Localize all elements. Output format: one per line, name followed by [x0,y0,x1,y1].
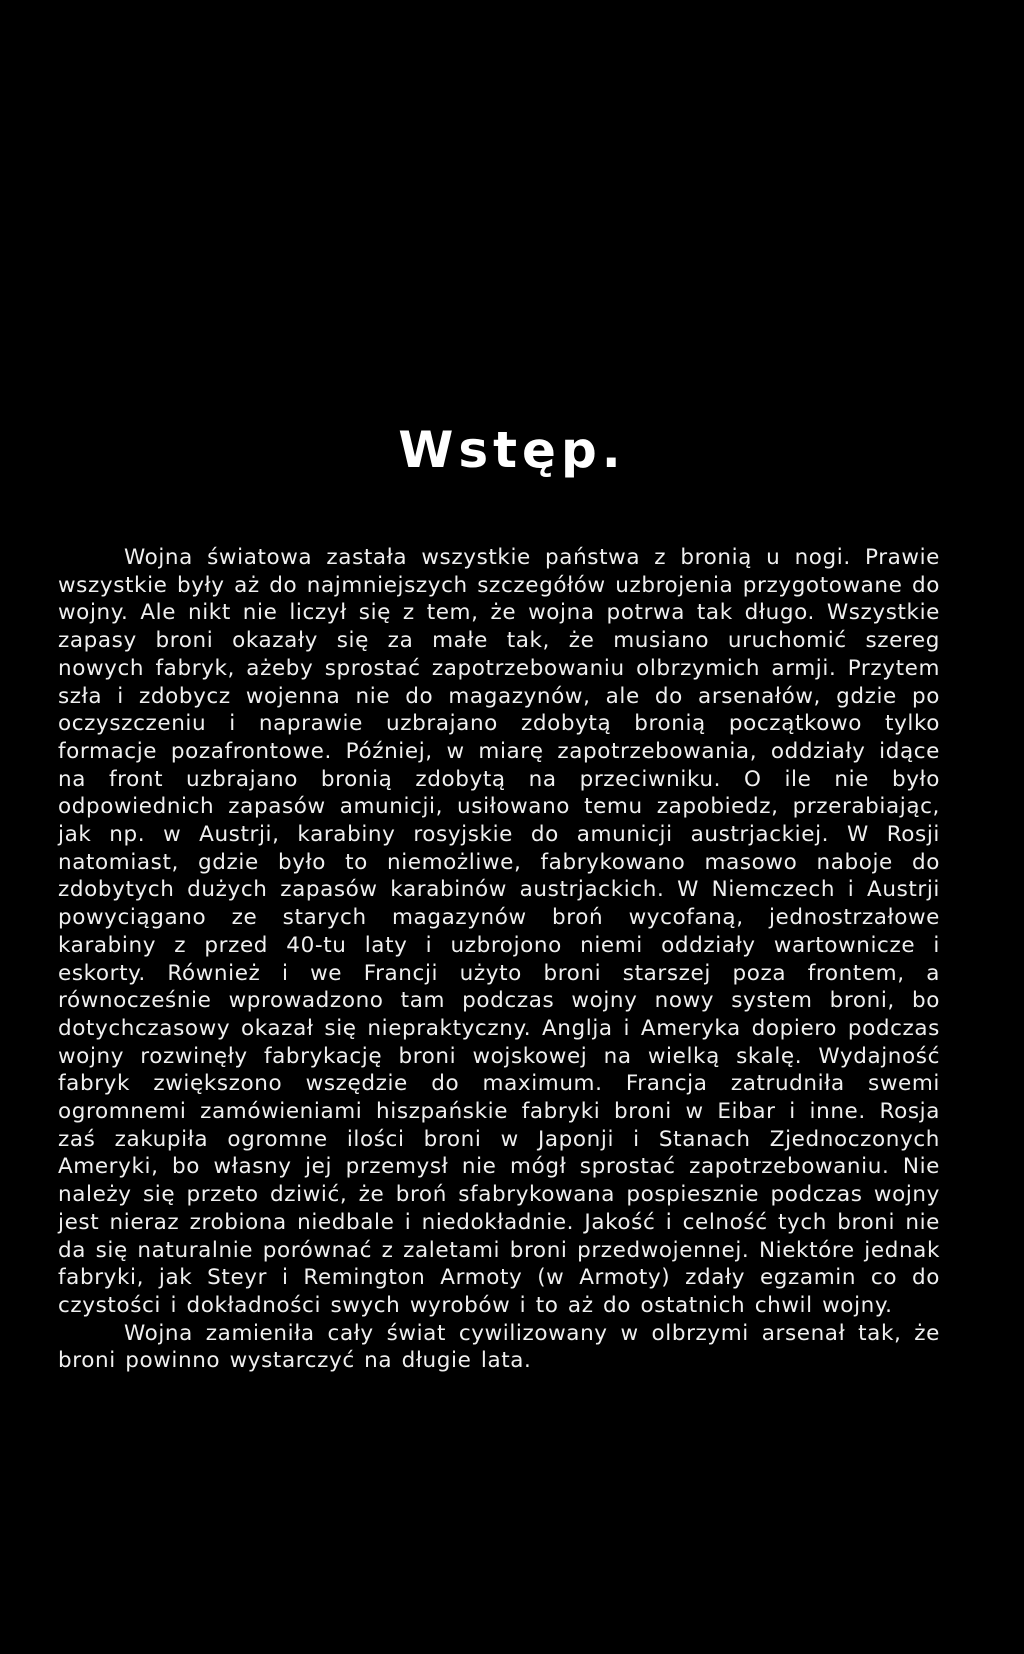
paragraph-1: Wojna światowa zastała wszystkie państwa z bronią u nogi. Prawie wszystkie były aż do najmniejszych szczegółów uzbrojenia przygotowane do wojny. Ale nikt nie liczył się z tem, że wojna potrwa tak długo. Wszystkie zapasy broni okazały się za małe tak, że musiano uruchomić szereg nowych fabryk, ażeby sprostać zapotrzebowaniu olbrzymich armji. Przytem szła i zdobycz wojenna nie do magazynów, ale do arsenałów, gdzie po oczyszczeniu i naprawie uzbrajano zdobytą bronią początkowo tylko formacje pozafrontowe. Później, w miarę zapotrzebowania, oddziały idące na front uzbrajano bronią zdobytą na przeciwniku. O ile nie było odpowiednich zapasów amunicji, usiłowano temu zapobiedz, przerabiając, jak np. w Austrji, karabiny rosyjskie do amunicji austrjackiej. W Rosji natomiast, gdzie było to niemożliwe, fabrykowano masowo naboje do zdobytych dużych zapasów karabinów austrjackich. W Niemczech i Austrji powyciągano ze starych magazynów broń wycofaną, jednostrzałowe karabiny z przed 40-tu laty i uzbrojono niemi oddziały wartownicze i eskorty. Również i we Francji użyto broni starszej poza frontem, a równocześnie wprowadzono tam podczas wojny nowy system broni, bo dotychczasowy okazał się niepraktyczny. Anglja i Ameryka dopiero podczas wojny rozwinęły fabrykację broni wojskowej na wielką skalę. Wydajność fabryk zwiększono wszędzie do maximum. Francja zatrudniła swemi ogromnemi zamówieniami hiszpańskie fabryki broni w Eibar i inne. Rosja zaś zakupiła ogromne ilości broni w Japonji i Stanach Zjednoczonych Ameryki, bo własny jej przemysł nie mógł sprostać zapotrzebowaniu. Nie należy się przeto dziwić, że broń sfabrykowana pospiesznie podczas wojny jest nieraz zrobiona niedbale i niedokładnie. Jakość i celność tych broni nie da się naturalnie porównać z zaletami broni przedwojennej. Niektóre jednak fabryki, jak Steyr i Remington Armoty (w Armoty) zdały egzamin co do czystości i dokładności swych wyrobów i to aż do ostatnich chwil wojny. [58,545,940,1318]
chapter-title: Wstęp. [398,421,626,479]
chapter-body [58,544,940,1375]
paragraph-2: Wojna zamieniła cały świat cywilizowany w olbrzymi arsenał tak, że broni powinno wystarczyć na długie lata. [58,1320,940,1374]
